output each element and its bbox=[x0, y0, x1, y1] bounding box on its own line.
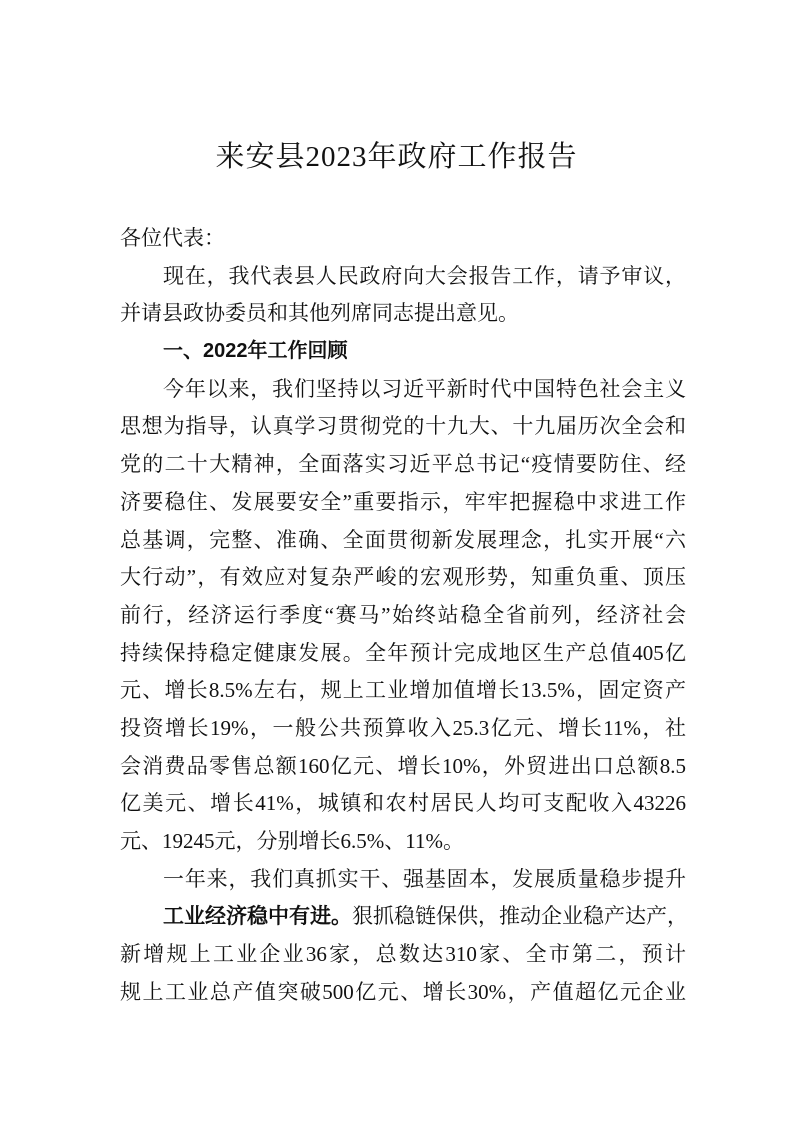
paragraph-line: 持续保持稳定健康发展。全年预计完成地区生产总值405亿 bbox=[120, 640, 686, 665]
paragraph-line: 元、增长8.5%左右，规上工业增加值增长13.5%，固定资产 bbox=[120, 678, 686, 703]
paragraph-line: 并请县政协委员和其他列席同志提出意见。 bbox=[120, 301, 519, 326]
paragraph-line: 投资增长19%，一般公共预算收入25.3亿元、增长11%，社 bbox=[120, 715, 686, 740]
paragraph-line: 济要稳住、发展要安全”重要指示，牢牢把握稳中求进工作 bbox=[120, 489, 686, 514]
paragraph-line: 思想为指导，认真学习贯彻党的十九大、十九届历次全会和 bbox=[120, 414, 686, 439]
paragraph-line: 元、19245元，分别增长6.5%、11%。 bbox=[120, 829, 464, 853]
paragraph-line bbox=[120, 898, 686, 936]
paragraph-line: 现在，我代表县人民政府向大会报告工作，请予审议， bbox=[163, 263, 686, 288]
paragraph-line: 新增规上工业企业36家，总数达310家、全市第二，预计 bbox=[120, 942, 686, 967]
paragraph-line: 规上工业总产值突破500亿元、增长30%，产值超亿元企业 bbox=[120, 979, 686, 1004]
paragraph-line: 大行动”，有效应对复杂严峻的宏观形势，知重负重、顶压 bbox=[120, 565, 686, 590]
paragraph-review bbox=[120, 371, 686, 861]
section-heading: 一、2022年工作回顾 bbox=[163, 340, 348, 363]
paragraph-line: 亿美元、增长41%，城镇和农村居民人均可支配收入43226 bbox=[120, 791, 686, 816]
bold-lead: 工业经济稳中有进。 bbox=[163, 904, 352, 929]
paragraph-line: 总基调，完整、准确、全面贯彻新发展理念，扎实开展“六 bbox=[120, 527, 686, 552]
document-body bbox=[120, 220, 686, 1011]
paragraph-line: 今年以来，我们坚持以习近平新时代中国特色社会主义 bbox=[163, 376, 686, 401]
paragraph-line: 前行，经济运行季度“赛马”始终站稳全省前列，经济社会 bbox=[120, 602, 686, 627]
salutation: 各位代表： bbox=[120, 226, 225, 250]
document-title: 来安县2023年政府工作报告 bbox=[215, 141, 578, 173]
paragraph-line: 党的二十大精神，全面落实习近平总书记“疫情要防住、经 bbox=[120, 452, 686, 477]
paragraph-line: 会消费品零售总额160亿元、增长10%，外贸进出口总额8.5 bbox=[120, 753, 686, 778]
paragraph-line: 一年来，我们真抓实干、强基固本，发展质量稳步提升 bbox=[163, 866, 686, 891]
line-text: 狠抓稳链保供，推动企业稳产达产， bbox=[352, 904, 688, 929]
